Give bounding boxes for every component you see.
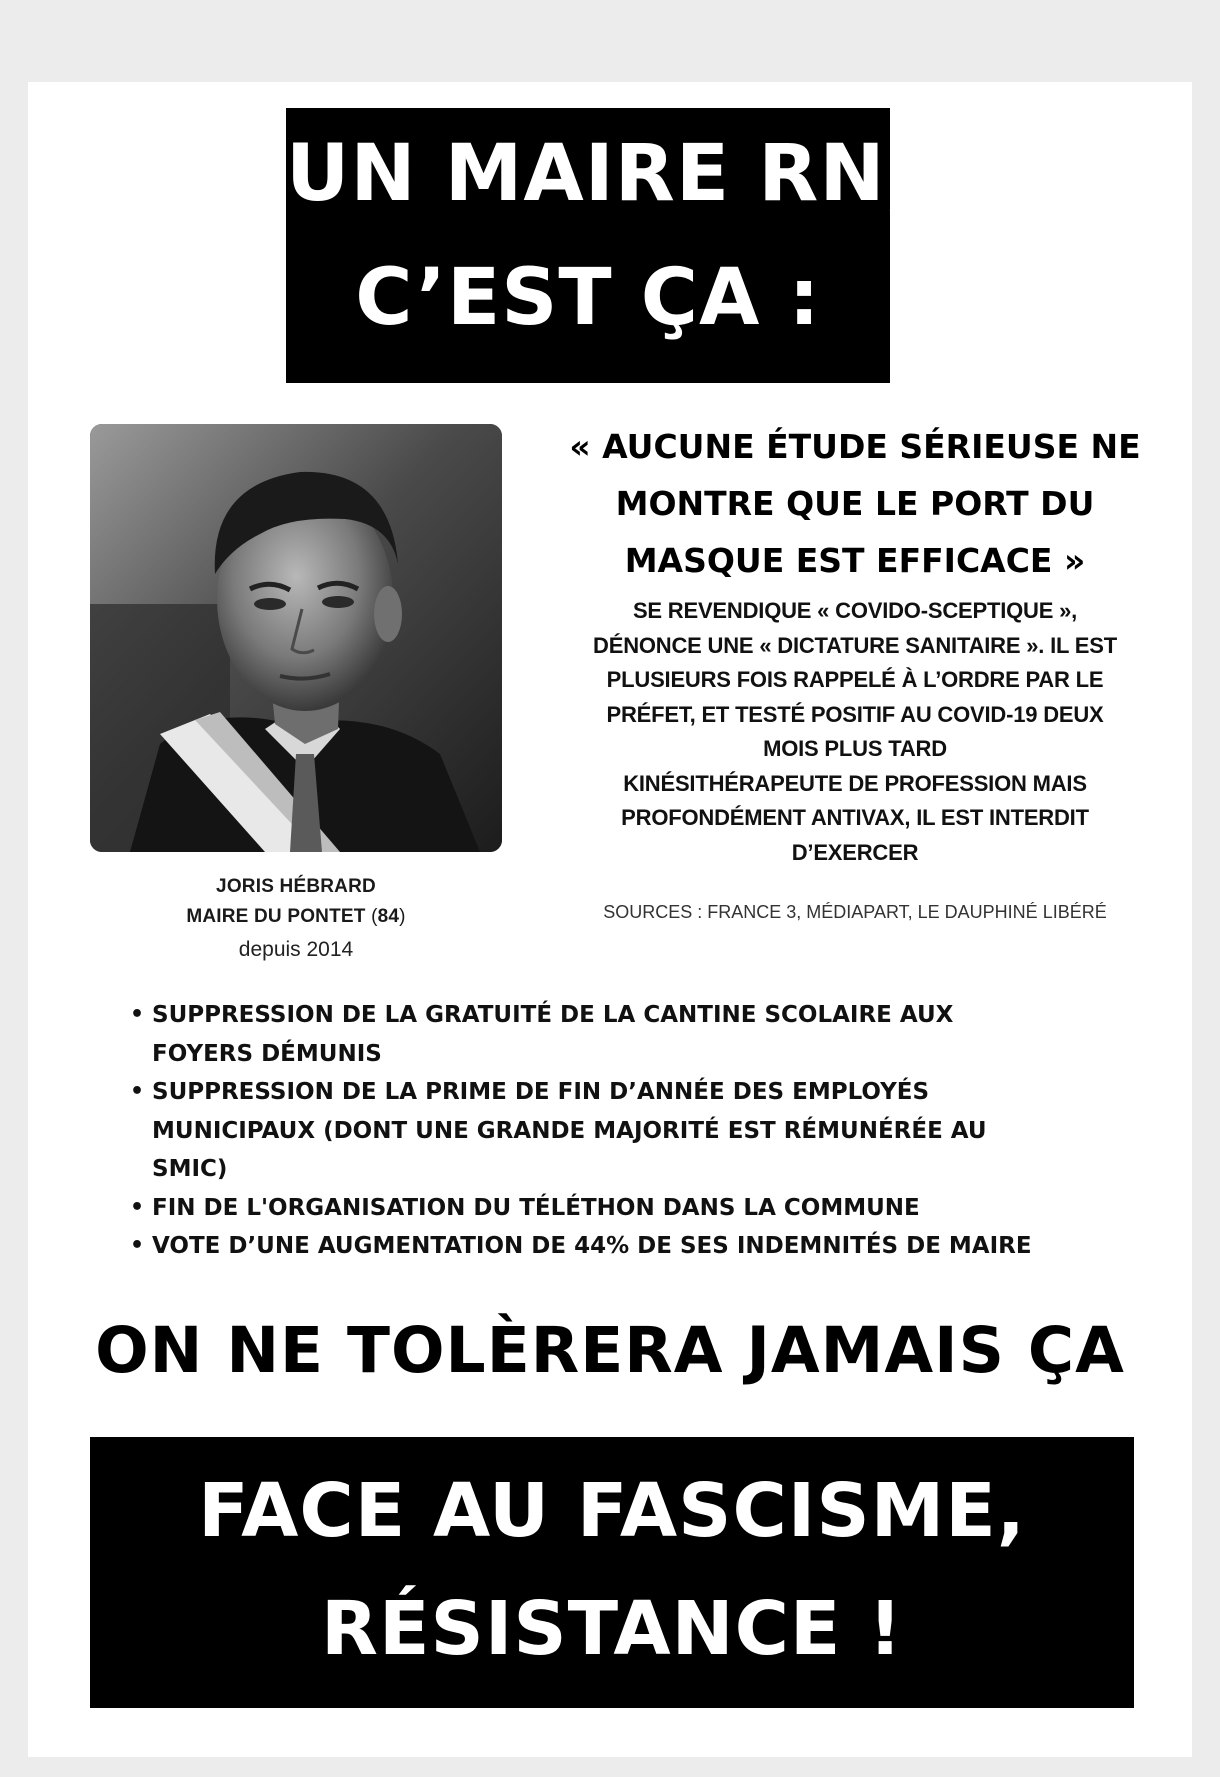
slogan: ON NE TOLÈRERA JAMAIS ÇA (95, 1314, 1125, 1387)
footer-line-2: RÉSISTANCE ! (321, 1586, 903, 1672)
description-line: PLUSIEURS FOIS RAPPELÉ À L’ORDRE PAR LE (606, 667, 1104, 692)
footer-line-1: FACE AU FASCISME, (198, 1468, 1026, 1554)
sources: SOURCES : FRANCE 3, MÉDIAPART, LE DAUPHINÉ LIBÉRÉ (603, 902, 1107, 922)
list-item-line: FOYERS DÉMUNIS (152, 1040, 382, 1067)
bullet-icon: • (130, 1002, 145, 1027)
description-line: D’EXERCER (791, 839, 919, 865)
list-item (130, 1189, 1130, 1228)
bullet-list (130, 996, 1130, 1266)
headline-line-1: UN MAIRE RN, (286, 129, 917, 219)
quote-line: MONTRE QUE LE PORT DU (615, 484, 1095, 523)
list-item-line: VOTE D’UNE AUGMENTATION DE 44% DE SES INDEMNITÉS DE MAIRE (152, 1233, 1032, 1259)
footer-box (90, 1437, 1134, 1708)
description-line: MOIS PLUS TARD (763, 736, 947, 761)
list-item (130, 1227, 1130, 1266)
headline-line-2: C’EST ÇA : (355, 253, 821, 343)
bullet-icon: • (130, 1194, 145, 1220)
list-item (130, 996, 1130, 1073)
portrait-photo (90, 424, 502, 852)
list-item-line: SMIC) (152, 1156, 228, 1182)
description-line: DÉNONCE UNE « DICTATURE SANITAIRE ». IL EST (593, 632, 1117, 658)
list-item-line: SUPPRESSION DE LA GRATUITÉ DE LA CANTINE SCOLAIRE AUX (152, 1002, 954, 1028)
list-item (130, 1073, 1130, 1189)
caption-department: 84 (377, 906, 400, 927)
caption-role-text: MAIRE DU PONTET (186, 906, 366, 927)
description-line: PRÉFET, ET TESTÉ POSITIF AU COVID-19 DEUX (606, 701, 1104, 727)
list-item-line: FIN DE L'ORGANISATION DU TÉLÉTHON DANS LA COMMUNE (152, 1194, 920, 1221)
caption-role: MAIRE DU PONTET (84) (186, 906, 406, 927)
description-line: PROFONDÉMENT ANTIVAX, IL EST INTERDIT (621, 805, 1089, 830)
description-line: SE REVENDIQUE « COVIDO-SCEPTIQUE », (632, 598, 1078, 623)
description-line: KINÉSITHÉRAPEUTE DE PROFESSION MAIS (623, 770, 1087, 796)
quote-line: MASQUE EST EFFICACE » (624, 541, 1086, 580)
bullet-icon: • (130, 1233, 145, 1258)
list-item-line: SUPPRESSION DE LA PRIME DE FIN D’ANNÉE DES EMPLOYÉS (152, 1079, 930, 1105)
caption-since: depuis 2014 (238, 938, 354, 961)
caption-name: JORIS HÉBRARD (216, 876, 376, 897)
list-item-line: MUNICIPAUX (DONT UNE GRANDE MAJORITÉ EST RÉMUNÉRÉE AU (152, 1117, 987, 1144)
quote-line: « AUCUNE ÉTUDE SÉRIEUSE NE (569, 427, 1141, 466)
description (540, 594, 1170, 870)
portrait-illustration-icon (90, 424, 502, 852)
quote (530, 418, 1180, 589)
headline-box (286, 108, 917, 383)
bullet-icon: • (130, 1079, 145, 1104)
